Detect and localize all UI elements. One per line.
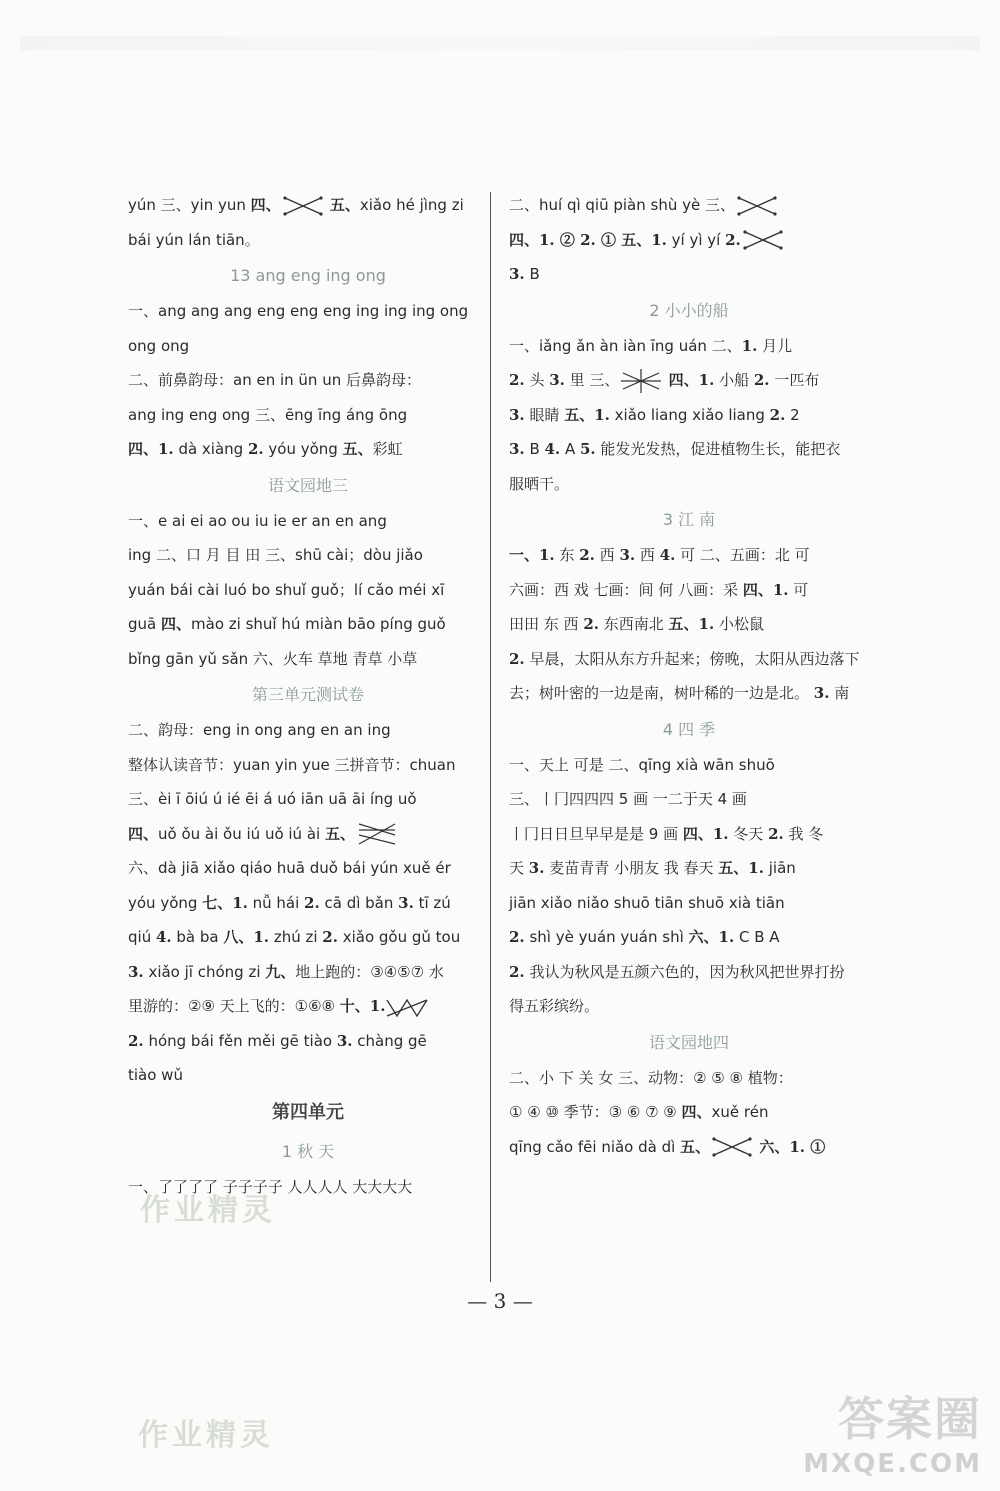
answer-line — [509, 989, 869, 1024]
answer-text: 冬天 — [728, 824, 769, 843]
answer-number: 五、 — [342, 440, 373, 458]
answer-number: 一、1. — [509, 546, 555, 564]
answer-text: xiǎo hé jìng zi — [359, 196, 464, 214]
answer-number: 3. — [549, 371, 565, 389]
answer-text: ① ④ ⑩ 季节：③ ⑥ ⑦ ⑨ — [509, 1103, 682, 1121]
answer-text: 我认为秋风是五颜六色的，因为秋风把世界打扮 — [524, 962, 845, 981]
left-column — [128, 188, 488, 1204]
answer-text: B — [524, 265, 540, 283]
answer-line — [128, 538, 488, 573]
answer-number: 2. — [579, 546, 595, 564]
answer-line — [509, 573, 869, 608]
answer-text: 月儿 — [757, 336, 793, 355]
answer-text: 三、èi ī ōiú ú ié ēi á uó iān uā āi íng uǒ — [128, 790, 417, 808]
answer-number: 2. — [509, 649, 525, 668]
answer-text: A — [560, 440, 580, 458]
answer-text: tiào wǔ — [128, 1066, 183, 1084]
column-divider — [490, 192, 491, 1282]
answer-line — [128, 920, 488, 955]
answer-number: 四、1. — [663, 371, 715, 389]
answer-number: 六、1. — [688, 928, 735, 946]
answer-text: ing 二、口 月 目 田 三、shū cài；dòu jiǎo — [128, 546, 423, 564]
section-heading: 2 小小的船 — [649, 300, 729, 320]
answer-line — [509, 538, 869, 573]
matching-lines-icon — [355, 821, 399, 847]
answer-line — [128, 989, 488, 1024]
answer-text: shì yè yuán yuán shì — [524, 928, 689, 946]
section-heading: 4 四 季 — [662, 719, 716, 739]
logo-title: 答案圈 — [838, 1392, 982, 1446]
answer-text: zhú zi — [269, 928, 323, 946]
answer-line — [509, 607, 869, 642]
answer-line — [509, 1095, 869, 1130]
answer-line — [128, 504, 488, 539]
answer-number: 九、 — [265, 962, 296, 981]
answer-text: dà xiàng — [173, 440, 248, 458]
answer-text: 一、了了了了 子子子子 人人人人 大大大大 — [128, 1177, 413, 1196]
answer-text: jiān — [763, 859, 796, 877]
answer-text: 头 — [524, 371, 550, 389]
answer-text: 能发光发热，促进植物生长，能把衣 — [595, 440, 841, 458]
answer-number: 4. — [155, 928, 172, 946]
answer-line — [128, 817, 488, 852]
answer-line — [128, 1058, 488, 1093]
answer-text: yí yì yí — [666, 230, 726, 249]
answer-text: jiān xiǎo niǎo shuō tiān shuō xià tiān — [509, 893, 785, 912]
answer-line — [509, 886, 869, 921]
answer-number: 2. — [769, 405, 786, 424]
answer-text: 天 — [509, 859, 529, 877]
answer-text: qīng cǎo fēi niǎo dà dì — [509, 1137, 681, 1156]
answer-text: 二、前鼻韵母：an en in ün un 后鼻韵母： — [128, 371, 421, 389]
section-heading: 语文园地四 — [648, 1032, 729, 1052]
answer-line — [509, 432, 869, 467]
answer-text: 一、iǎng ǎn àn iàn īng uán 二、 — [509, 336, 742, 355]
answer-text: 丨冂日日旦早早是是 9 画 — [509, 824, 683, 843]
answer-text: 二、小 下 关 女 三、动物：② ⑤ ⑧ 植物： — [509, 1068, 793, 1087]
answer-line — [509, 329, 869, 364]
answer-number: 四、 — [161, 615, 192, 633]
answer-text: xiǎo jī chóng zi — [143, 962, 266, 981]
answer-line — [128, 642, 488, 677]
answer-line — [509, 676, 869, 711]
answer-number: 4. — [659, 546, 676, 564]
answer-line — [128, 782, 488, 817]
answer-line — [509, 642, 869, 677]
answer-text: 我 冬 — [783, 824, 824, 843]
answer-text: xiǎo gǒu gǔ tou — [337, 928, 461, 946]
answer-number: 5. — [579, 440, 596, 458]
answer-number: 3. — [509, 265, 525, 283]
answer-number: 四、1. ② 2. ① 五、1. — [509, 230, 667, 249]
answer-text: qiú — [128, 928, 156, 946]
answer-number: 五、1. — [718, 859, 764, 877]
answer-number: 3. — [813, 684, 830, 702]
answer-text: 一、天上 可是 二、qīng xià wān shuō — [509, 755, 775, 774]
answer-line — [128, 713, 488, 748]
answer-text: 小船 — [714, 371, 754, 389]
answer-text: C B A — [734, 928, 780, 946]
answer-number: 四、 — [250, 196, 281, 214]
answer-text: 小松鼠 — [714, 615, 764, 633]
answer-text: guā — [128, 615, 161, 633]
answer-text: yóu yǒng — [263, 440, 343, 458]
answer-number: 2. — [509, 962, 525, 981]
matching-lines-icon — [385, 994, 429, 1020]
answer-text: 东 — [554, 546, 580, 564]
answer-text: yuán bái cài luó bo shuǐ guǒ；lí cǎo méi xī — [128, 580, 445, 599]
answer-number: 3. — [619, 546, 636, 564]
section-heading: 第三单元测试卷 — [251, 685, 364, 704]
matching-lines-icon — [710, 1134, 754, 1160]
answer-text: 眼睛 — [524, 405, 565, 424]
answer-text: 彩虹 — [372, 440, 403, 458]
answer-text: 早晨，太阳从东方升起来；傍晚，太阳从西边落下 — [524, 649, 860, 668]
answer-text: yóu yǒng — [128, 893, 203, 912]
matching-lines-icon — [741, 227, 785, 253]
answer-text: 三、丨冂四四四 5 画 一二于天 4 画 — [509, 790, 747, 808]
answer-number: 四、1. — [128, 440, 174, 458]
answer-number: 2. — [304, 893, 320, 912]
matching-lines-icon — [619, 368, 663, 394]
answer-line — [509, 748, 869, 783]
answer-text: hóng bái fěn měi gē tiào — [143, 1031, 337, 1050]
section-heading: 1 秋 天 — [281, 1141, 335, 1161]
answer-number: 2. — [247, 440, 264, 458]
section-heading: 3 江 南 — [662, 510, 716, 529]
right-column — [509, 188, 869, 1164]
answer-text: 去；树叶密的一边是南，树叶稀的一边是北。 — [509, 684, 814, 702]
answer-line — [509, 817, 869, 852]
answer-number: 2. — [768, 824, 784, 843]
answer-text: 里游的：②⑨ 天上飞的：①⑥⑧ — [128, 997, 340, 1015]
scan-edge-strip — [20, 36, 980, 50]
section-heading: 语文园地三 — [267, 475, 348, 495]
answer-text: 可 二、五画：北 可 — [675, 546, 810, 564]
answer-text: 一、e ai ei ao ou iu ie er an en ang — [128, 511, 387, 530]
answer-text: tī zú — [413, 893, 451, 912]
answer-number: 2. — [509, 928, 525, 946]
answer-text: xiǎo liang xiǎo liang — [609, 405, 770, 424]
answer-line — [509, 782, 869, 817]
answer-text: uǒ ǒu ài ǒu iú uǒ iú ài — [158, 824, 325, 843]
answer-text: B — [524, 440, 545, 458]
answer-line — [128, 748, 488, 783]
answer-text: cā dì bǎn — [319, 893, 399, 912]
answer-text: xuě rén — [711, 1103, 769, 1121]
answer-line — [128, 363, 488, 398]
answer-line — [128, 188, 488, 223]
answer-number: 3. — [509, 440, 525, 458]
answer-line — [128, 432, 488, 467]
answer-line — [509, 398, 869, 433]
answer-text: ong ong — [128, 336, 190, 355]
answer-text: chàng gē — [352, 1031, 427, 1050]
site-logo — [803, 1383, 982, 1479]
answer-text: 田田 东 西 — [509, 615, 584, 633]
answer-number: 2. — [725, 230, 741, 249]
answer-text: 可 — [788, 580, 809, 599]
answer-line — [128, 851, 488, 886]
answer-number: 3. — [528, 859, 545, 877]
answer-number: 四、1. — [742, 580, 789, 599]
answer-text: yún 三、yin yun — [128, 196, 251, 214]
answer-line — [128, 329, 488, 364]
answer-line — [509, 223, 869, 258]
answer-text: 南 — [829, 684, 850, 702]
answer-number: 1. — [741, 336, 758, 355]
answer-text: 东西南北 — [598, 615, 669, 633]
answer-text: 里 三、 — [564, 371, 620, 389]
answer-line — [509, 1061, 869, 1096]
matching-lines-icon — [735, 193, 779, 219]
answer-number: 七、1. — [202, 893, 248, 912]
answer-line — [128, 955, 488, 990]
answer-line — [128, 294, 488, 329]
answer-number: 十、1. — [339, 997, 386, 1015]
answer-line — [509, 467, 869, 502]
answer-text: 整体认读音节：yuan yin yue 三拼音节：chuan — [128, 755, 456, 774]
answer-number: 五、1. — [668, 615, 715, 633]
answer-number: 2. — [322, 928, 338, 946]
answer-text: 得五彩缤纷。 — [509, 997, 600, 1015]
answer-text: 六、dà jiā xiǎo qiáo huā duǒ bái yún xuě ér — [128, 859, 451, 877]
answer-line — [509, 363, 869, 398]
answer-text: bà ba — [171, 928, 224, 946]
answer-number: 2. — [128, 1031, 144, 1050]
answer-line — [128, 607, 488, 642]
answer-text: 服晒干。 — [509, 474, 570, 493]
section-heading: 13 ang eng ing ong — [230, 266, 386, 285]
answer-number: 五、 — [324, 824, 355, 843]
answer-number: 五、 — [680, 1137, 711, 1156]
answer-number: 四、1. — [682, 824, 729, 843]
answer-text: 地上跑的：③④⑤⑦ 水 — [295, 962, 444, 981]
watermark-mid: 作业精灵 — [140, 1193, 276, 1228]
answer-number: 4. — [544, 440, 561, 458]
answer-number: 3. — [398, 893, 414, 912]
answer-number: 四、 — [681, 1103, 712, 1121]
answer-line — [128, 398, 488, 433]
answer-text: ang ing eng ong 三、ēng īng áng ōng — [128, 405, 408, 424]
answer-line — [509, 188, 869, 223]
answer-line — [128, 886, 488, 921]
answer-number: 2. — [509, 371, 525, 389]
answer-text: 2 — [785, 405, 800, 424]
answer-number: 五、1. — [564, 405, 610, 424]
logo-url: MXQE.COM — [803, 1449, 982, 1479]
answer-line — [509, 851, 869, 886]
answer-text: mào zi shuǐ hú miàn bāo píng guǒ — [191, 615, 446, 633]
answer-number: 3. — [128, 962, 144, 981]
answer-line — [128, 223, 488, 258]
matching-lines-icon — [281, 193, 325, 219]
watermark-bottom: 作业精灵 — [138, 1418, 274, 1453]
answer-text: 西 — [635, 546, 660, 564]
answer-line — [509, 257, 869, 292]
answer-number: 八、1. — [223, 928, 270, 946]
answer-number: 四、 — [128, 824, 159, 843]
answer-number: 2. — [583, 615, 599, 633]
answer-text: 西 — [594, 546, 620, 564]
answer-line — [509, 920, 869, 955]
answer-line — [128, 573, 488, 608]
answer-line — [509, 955, 869, 990]
unit-heading: 第四单元 — [272, 1101, 344, 1123]
answer-text: 二、huí qì qiū piàn shù yè 三、 — [509, 196, 735, 214]
answer-number: 3. — [509, 405, 525, 424]
answer-text: bǐng gān yǔ sǎn 六、火车 草地 青草 小草 — [128, 649, 418, 668]
answer-text: 麦苗青青 小朋友 我 春天 — [544, 859, 719, 877]
answer-number: 2. — [753, 371, 770, 389]
answer-text: 六画：西 戏 七画：间 何 八画：采 — [509, 580, 743, 599]
answer-text: 二、韵母：eng in ong ang en an ing — [128, 721, 391, 739]
answer-text: bái yún lán tiān。 — [128, 230, 260, 249]
page-number: — 3 — — [467, 1289, 533, 1313]
answer-text: 一、ang ang ang eng eng eng ing ing ing ong — [128, 302, 469, 320]
answer-line — [128, 1024, 488, 1059]
answer-line — [509, 1130, 869, 1165]
answer-number: 五、 — [324, 196, 360, 214]
answer-number: 3. — [336, 1031, 353, 1050]
answer-number: 六、1. ① — [754, 1137, 826, 1156]
answer-text: 一匹布 — [769, 371, 820, 389]
answer-text: nǚ hái — [247, 893, 305, 912]
